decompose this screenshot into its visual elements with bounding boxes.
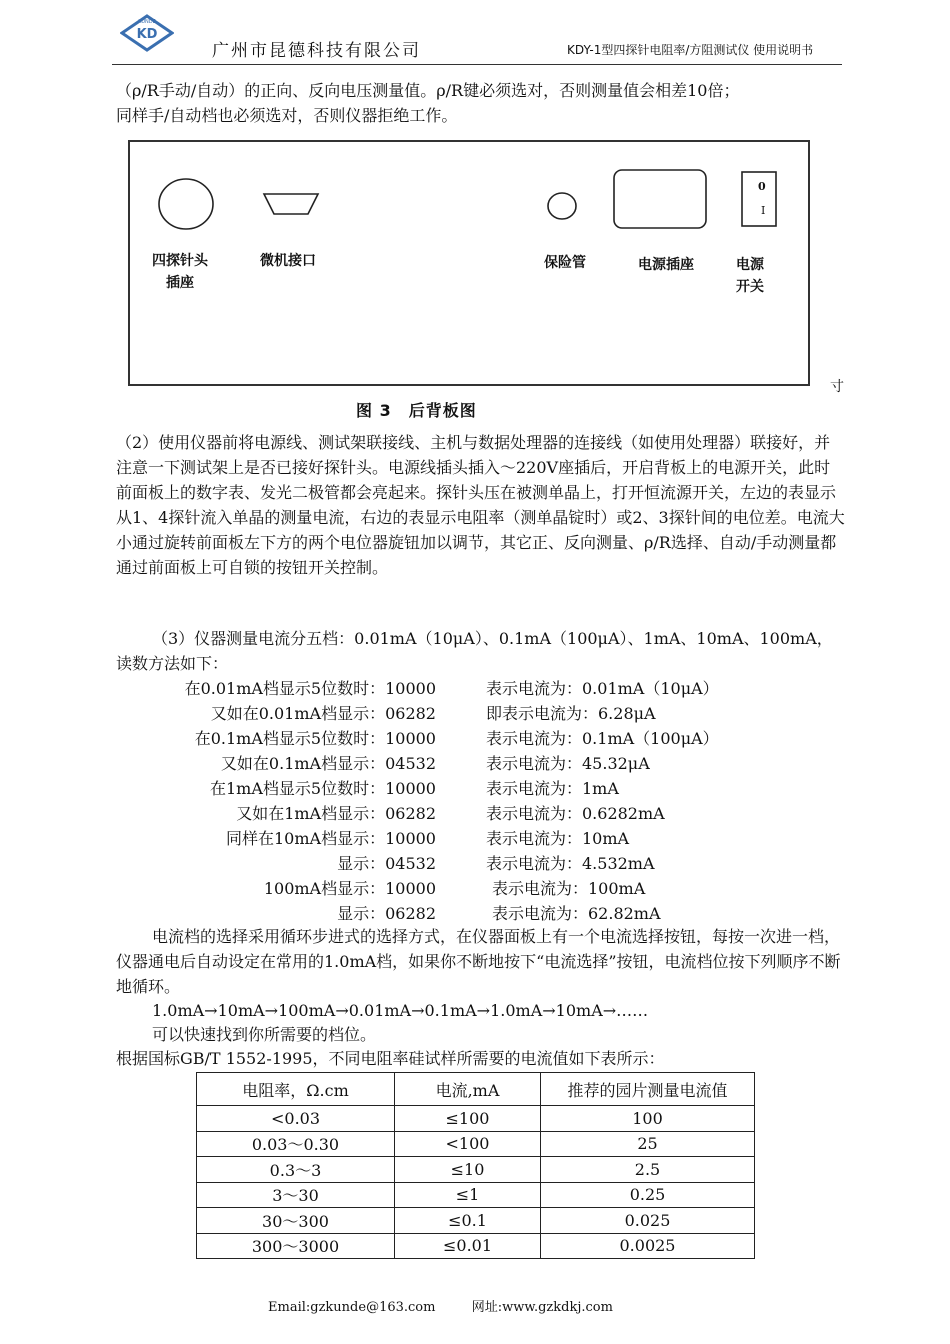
reading-right: 表示电流为：1mA <box>486 779 619 798</box>
switch-on-mark: 0 <box>758 180 766 193</box>
stray-mark: 寸 <box>830 379 844 395</box>
reading-right: 表示电流为：0.01mA（10μA） <box>486 679 719 698</box>
label-fuse: 保险管 <box>544 255 586 271</box>
table-row: 3～30 ≤1 0.25 <box>197 1182 755 1208</box>
table-row: 0.03～0.30 <100 25 <box>197 1131 755 1157</box>
reading-right: 即表示电流为：6.28μA <box>486 704 656 723</box>
company-name: 广州市昆德科技有限公司 <box>212 41 421 61</box>
table-header: 电阻率，Ω.cm <box>197 1073 395 1106</box>
standard-paragraph: 根据国标GB/T 1552-1995，不同电阻率硅试样所需要的电流值如下表所示： <box>116 1049 665 1068</box>
table-row: 0.3～3 ≤10 2.5 <box>197 1157 755 1183</box>
rear-panel-drawing <box>130 142 808 384</box>
table-header: 推荐的园片测量电流值 <box>541 1073 755 1106</box>
svg-text:KUNDE: KUNDE <box>138 19 156 25</box>
intro-paragraph <box>116 78 846 128</box>
label-probe-socket: 四探针头 插座 <box>152 253 208 291</box>
table-header-row <box>197 1073 755 1106</box>
table-row: 300～3000 ≤0.01 0.0025 <box>197 1233 755 1259</box>
header-divider <box>112 64 842 65</box>
footer-email[interactable]: Email:gzkunde@163.com <box>268 1300 436 1315</box>
table-row: 30～300 ≤0.1 0.025 <box>197 1208 755 1234</box>
reading-left: 同样在10mA档显示：10000 <box>226 829 436 848</box>
svg-text:KD: KD <box>136 27 158 42</box>
reading-right: 表示电流为：45.32μA <box>486 754 650 773</box>
label-pc-port: 微机接口 <box>260 253 316 269</box>
reading-right: 表示电流为：0.6282mA <box>486 804 665 823</box>
switch-off-mark: I <box>761 204 766 217</box>
document-title: KDY-1型四探针电阻率/方阻测试仪 使用说明书 <box>567 43 814 57</box>
reading-left: 显示：06282 <box>337 904 436 923</box>
ranges-paragraph: （3）仪器测量电流分五档：0.01mA（10μA）、0.1mA（100μA）、1mA、10mA、100mA，读数方法如下： <box>116 629 833 673</box>
current-table <box>196 1072 755 1259</box>
reading-left: 在0.1mA档显示5位数时：10000 <box>194 729 436 748</box>
pc-port-icon <box>264 194 318 214</box>
footer <box>268 1296 613 1315</box>
cycle-note: 可以快速找到你所需要的档位。 <box>152 1025 377 1044</box>
reading-left: 在0.01mA档显示5位数时：10000 <box>184 679 436 698</box>
reading-right: 表示电流为：62.82mA <box>492 904 661 923</box>
footer-website[interactable]: 网址:www.gzkdkj.com <box>471 1300 613 1315</box>
readings-list <box>56 676 856 926</box>
rear-panel-figure <box>128 140 810 386</box>
table-header: 电流,mA <box>395 1073 541 1106</box>
reading-right: 表示电流为：4.532mA <box>486 854 655 873</box>
intro-line-2: 同样手/自动档也必须选对，否则仪器拒绝工作。 <box>116 106 458 125</box>
reading-left: 100mA档显示：10000 <box>263 879 436 898</box>
figure-caption: 图 3 后背板图 <box>356 401 477 420</box>
reading-left: 在1mA档显示5位数时：10000 <box>210 779 436 798</box>
reading-left: 又如在0.1mA档显示：04532 <box>220 754 436 773</box>
reading-left: 又如在1mA档显示：06282 <box>236 804 436 823</box>
power-socket-icon <box>614 170 706 228</box>
reading-right: 表示电流为：10mA <box>486 829 630 848</box>
label-power-switch: 电源 开关 <box>736 257 764 295</box>
reading-left: 又如在0.01mA档显示：06282 <box>210 704 436 723</box>
cycle-sequence: 1.0mA→10mA→100mA→0.01mA→0.1mA→1.0mA→10mA→…… <box>152 1001 649 1020</box>
company-logo <box>120 14 174 52</box>
reading-right: 表示电流为：0.1mA（100μA） <box>486 729 719 748</box>
cycle-paragraph: 电流档的选择采用循环步进式的选择方式，在仪器面板上有一个电流选择按钮，每按一次进一档，仪器通电后自动设定在常用的1.0mA档，如果你不断地按下“电流选择”按钮，电流档位按下列顺序不断地循环。 <box>116 927 841 996</box>
label-power-socket: 电源插座 <box>638 257 694 273</box>
setup-paragraph: （2）使用仪器前将电源线、测试架联接线、主机与数据处理器的连接线（如使用处理器）联接好，并注意一下测试架上是否已接好探针头。电源线插头插入～220V座插后，开启背板上的电源开关，此时前面板上的数字表、发光二极管都会亮起来。探针头压在被测单晶上，打开恒流源开关，左边的表显示从1、4探针流入单晶的测量电流，右边的表显示电阻率（测单晶锭时）或2、3探针间的电位差。电流大小通过旋转前面板左下方的两个电位器旋钮加以调节，其它正、反向测量、ρ/R选择、自动/手动测量都通过前面板上可自锁的按钮开关控制。 <box>116 433 845 577</box>
table-row: <0.03 ≤100 100 <box>197 1106 755 1132</box>
reading-left: 显示：04532 <box>337 854 436 873</box>
intro-line-1: （ρ/R手动/自动）的正向、反向电压测量值。ρ/R键必须选对，否则测量值会相差10倍； <box>116 81 740 100</box>
reading-right: 表示电流为：100mA <box>492 879 646 898</box>
fuse-icon <box>548 193 576 219</box>
probe-socket-icon <box>159 179 213 229</box>
